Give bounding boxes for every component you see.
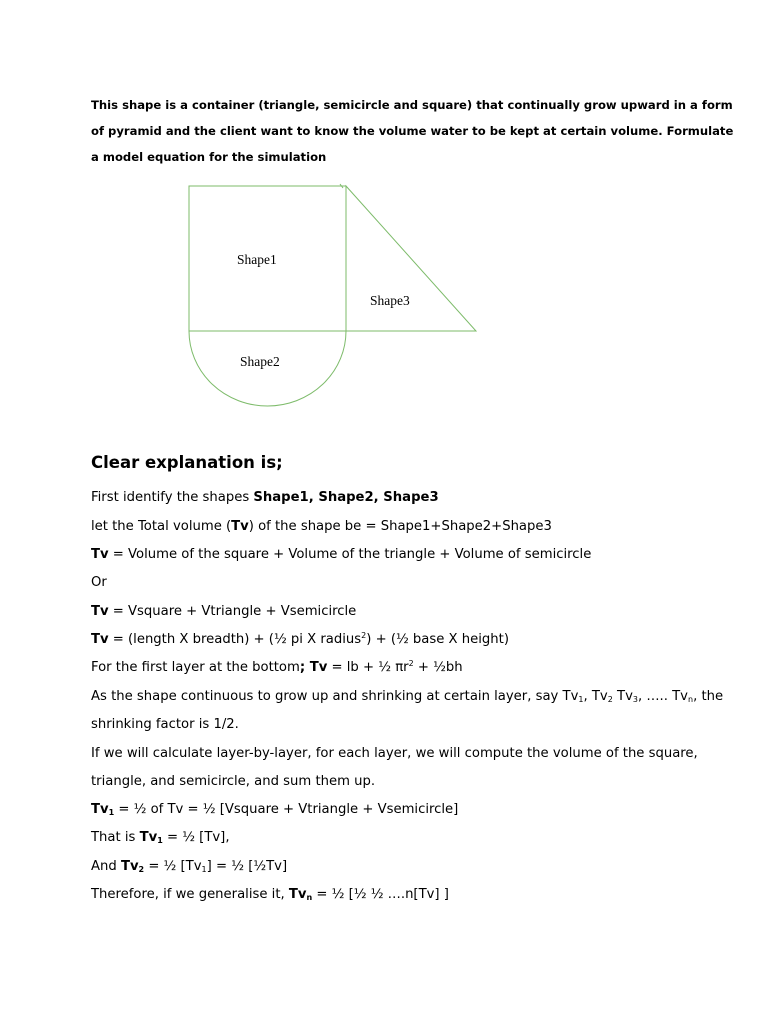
line-first-layer: For the first layer at the bottom; Tv = lb + ½ $\pi r^2$ + ½bh — [91, 659, 463, 675]
line-formula: Tv = (length X breadth) + (½ pi X radius$^2$) + (½ base X height) — [91, 631, 509, 647]
line-or: Or — [91, 575, 107, 590]
problem-line-3: a model equation for the simulation — [91, 150, 327, 164]
shape3-triangle — [346, 186, 476, 331]
problem-statement — [91, 92, 734, 170]
section-heading: Clear explanation is; — [91, 453, 283, 472]
shape1-label: Shape1 — [237, 252, 277, 267]
line-tv1: $Tv_1$ = ½ of Tv = ½ [Vsquare + Vtriangle + Vsemicircle] — [91, 802, 459, 817]
line-sum-up: triangle, and semicircle, and sum them up. — [91, 774, 376, 789]
line-tv2: And $Tv_2$ = ½ $[Tv_1]$ = ½ [½Tv] — [91, 859, 288, 874]
line-generalise: Therefore, if we generalise it, $Tv_n$ = ½ [½ ½ ….n[Tv] ] — [91, 887, 449, 902]
line-vsum: Tv = Vsquare + Vtriangle + Vsemicircle — [91, 604, 357, 619]
line-total-volume: let the Total volume (Tv) of the shape be = Shape1+Shape2+Shape3 — [91, 519, 552, 534]
line-identify-shapes: First identify the shapes Shape1, Shape2, Shape3 — [91, 490, 439, 505]
line-shrinking-factor: shrinking factor is 1/2. — [91, 717, 239, 732]
line-shrinking: As the shape continuous to grow up and shrinking at certain layer, say $Tv_1$, $Tv_2$ $Tv_3$, ….. $Tv_n$, the — [91, 689, 724, 704]
problem-line-1: This shape is a container (triangle, semicircle and square) that continually grow upward in a form — [91, 98, 733, 112]
shapes-diagram — [180, 176, 490, 416]
line-layer-by-layer: If we will calculate layer-by-layer, for each layer, we will compute the volume of the square, — [91, 746, 698, 761]
line-volume-sum: Tv = Volume of the square + Volume of the triangle + Volume of semicircle — [91, 547, 592, 562]
shape2-label: Shape2 — [240, 354, 280, 369]
problem-line-2: of pyramid and the client want to know the volume water to be kept at certain volume. Formulate — [91, 124, 734, 138]
line-that-is: That is $Tv_1$ = ½ [Tv], — [91, 830, 230, 845]
shape3-label: Shape3 — [370, 293, 410, 308]
